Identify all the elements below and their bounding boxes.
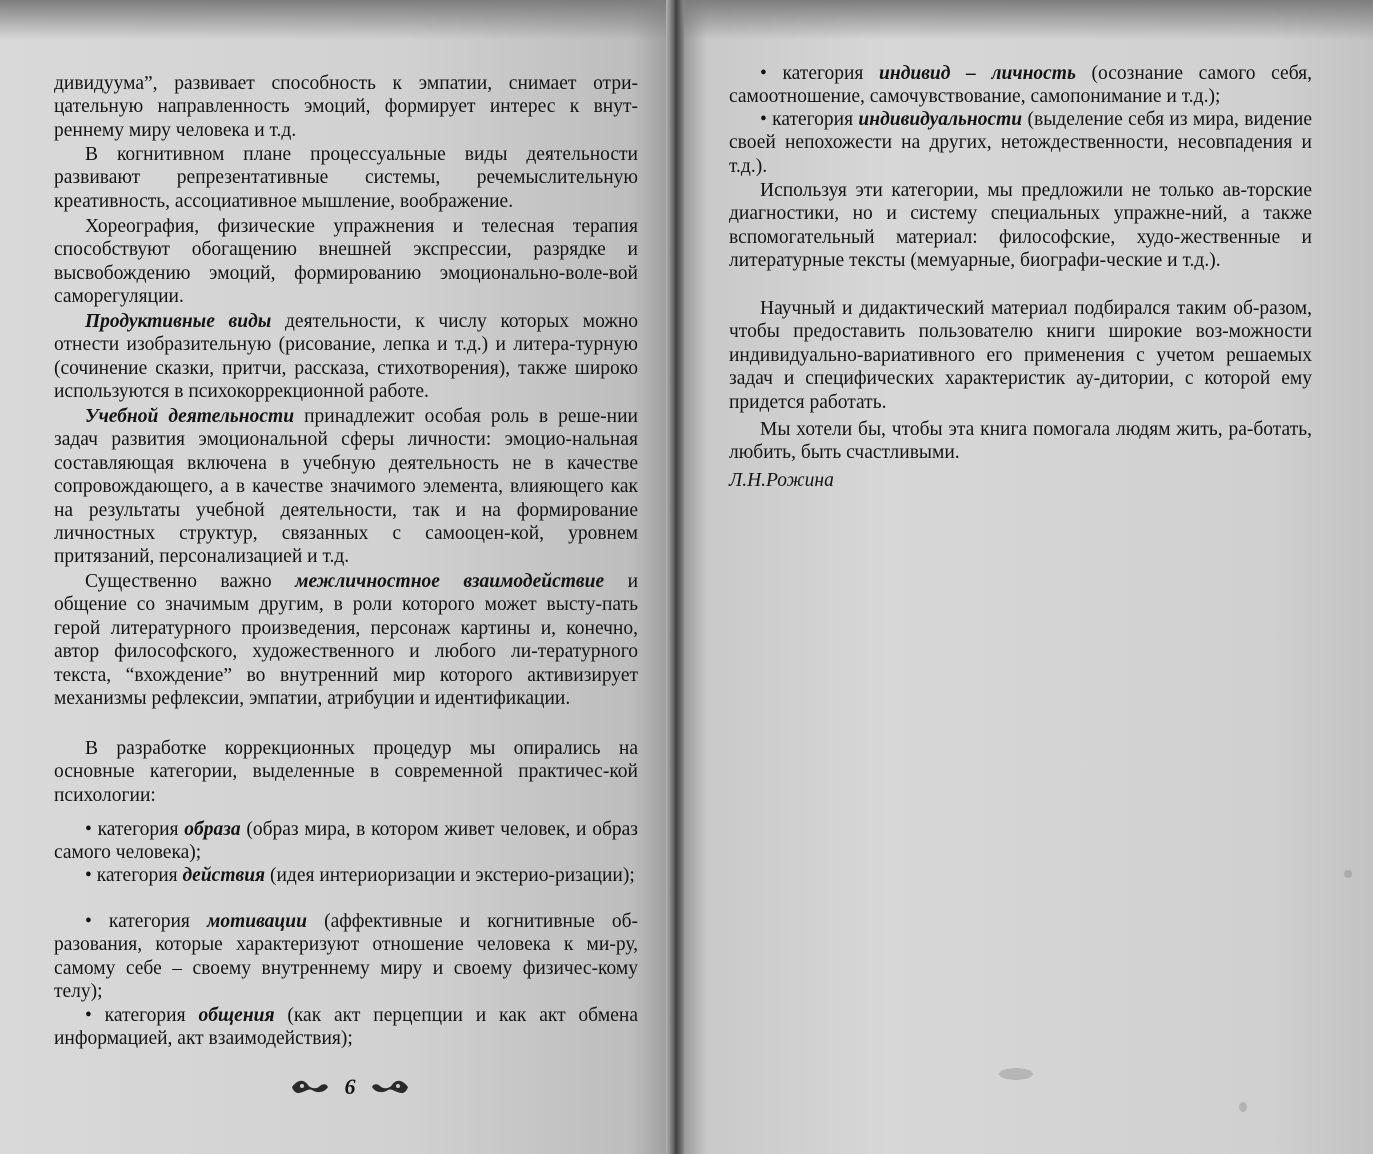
bullet-item: [729, 108, 1312, 178]
text-run: Хореография, физические упражнения и телесная терапия способствуют обогащению внешней экспрессии, разрядке и высвобождению эмоций, формированию эмоционально-воле-вой саморегуляции.: [54, 216, 638, 308]
text-run: Существенно важно: [85, 571, 296, 592]
paragraph: [729, 297, 1312, 414]
paragraph: [54, 143, 638, 213]
left-page: [0, 0, 672, 1154]
paragraph: [54, 215, 638, 309]
print-speck: [1344, 870, 1352, 878]
paragraph: [54, 737, 638, 807]
text-run: (образ мира, в котором живет человек, и образ самого человека);: [54, 819, 638, 864]
bullet-item: [54, 910, 638, 1004]
text-run: Л.Н.Рожина: [729, 470, 834, 491]
text-run: деятельности, к числу которых можно отнести изобразительную (рисование, лепка и т.д.) и литера-турную (сочинение сказки, притчи, рассказа, стихотворения), также широко используются в психокоррекционной работе.: [54, 311, 639, 403]
text-run: (осознание самого себя, самоотношение, самочувствование, самопонимание и т.д.);: [729, 63, 1312, 108]
paragraph: [54, 405, 638, 569]
bullet-item: [54, 864, 638, 887]
emphasized-term: Учебной деятельности: [85, 406, 295, 427]
emphasized-term: индивидуальности: [858, 109, 1023, 130]
right-page: [679, 0, 1373, 1154]
text-run: • категория: [760, 63, 880, 84]
bullet-item: [54, 1004, 638, 1051]
text-run: • категория: [85, 865, 183, 886]
text-run: дивидуума”, развивает способность к эмпатии, снимает отри-цательную направленность эмоций, формирует интерес к внут-реннему миру человека и т.д.: [54, 73, 638, 141]
text-run: В когнитивном плане процессуальные виды деятельности развивают репрезентативные системы, речемыслительную креативность, ассоциативное мышление, воображение.: [54, 144, 638, 212]
page-number: 6: [344, 1074, 356, 1099]
text-run: Используя эти категории, мы предложили не только ав-торские диагностики, но и систему специальных упражне-ний, а также вспомогательный материал: философские, худо-жественные и литературные тексты (мемуарные, биографи-ческие и т.д.).: [729, 180, 1312, 272]
emphasized-term: общения: [198, 1005, 275, 1026]
right-text-column: [729, 0, 1312, 520]
text-run: (идея интериоризации и экстерио-ризации);: [265, 865, 635, 886]
text-run: принадлежит особая роль в реше-нии задач развития эмоциональной сферы личности: эмоцио-нальная составляющая включена в учебную деятельность не в качестве сопровождающего, а в качестве значимого элемента, влияющего как на результаты учебной деятельности, так и на формирование личностных структур, связанных с самооцен-кой, уровнем притязаний, персонализацией и т.д.: [54, 406, 638, 568]
print-speck: [1239, 1102, 1247, 1112]
text-run: (аффективные и когнитивные об-разования, которые характеризуют отношение человека к ми-ру, самому себе – своему внутреннему миру и своему физичес-кому телу);: [54, 911, 638, 1003]
left-text-column: [54, 0, 638, 1060]
text-run: Мы хотели бы, чтобы эта книга помогала людям жить, ра-ботать, любить, быть счастливыми.: [729, 419, 1312, 464]
left-ornament-icon: [290, 1078, 330, 1096]
text-run: (как акт перцепции и как акт обмена информацией, акт взаимодействия);: [54, 1005, 639, 1050]
text-run: и общение со значимым другим, в роли которого может высту-пать герой литературного произведения, персонаж картины и, конечно, автор философского, художественного и любого ли-тературного текста, “вхождение” во внутренний мир которого активизирует механизмы рефлексии, эмпатии, атрибуции и идентификации.: [54, 571, 639, 710]
author-signature: [729, 469, 1312, 492]
paragraph: [54, 570, 638, 710]
bullet-item: [54, 818, 638, 865]
paragraph: [54, 310, 638, 404]
text-run: • категория: [85, 819, 185, 840]
paragraph: [729, 418, 1312, 465]
print-smudge: [999, 1068, 1033, 1080]
page-number-folio: [290, 1070, 410, 1104]
text-run: (выделение себя из мира, видение своей непохожести на других, нетождественности, несовпадения и т.д.).: [729, 109, 1313, 177]
emphasized-term: межличностное взаимодействие: [295, 571, 605, 592]
emphasized-term: мотивации: [206, 911, 307, 932]
bullet-item: [729, 62, 1312, 109]
emphasized-term: Продуктивные виды: [85, 311, 272, 332]
text-run: Научный и дидактический материал подбирался таким об-разом, чтобы предоставить пользователю книги широкие воз-можности индивидуально-вариативного его применения с учетом решаемых задач и специфических характеристик ау-дитории, с которой ему придется работать.: [729, 298, 1312, 413]
emphasized-term: образа: [184, 819, 241, 840]
text-run: В разработке коррекционных процедур мы опирались на основные категории, выделенные в современной практичес-кой психологии:: [54, 738, 638, 806]
paragraph: [54, 72, 638, 142]
right-ornament-icon: [370, 1078, 410, 1096]
text-run: • категория: [760, 109, 859, 130]
emphasized-term: индивид – личность: [879, 63, 1076, 84]
paragraph: [729, 179, 1312, 273]
emphasized-term: действия: [182, 865, 266, 886]
book-gutter: [666, 0, 684, 1154]
text-run: • категория: [85, 1005, 199, 1026]
text-run: • категория: [85, 911, 207, 932]
